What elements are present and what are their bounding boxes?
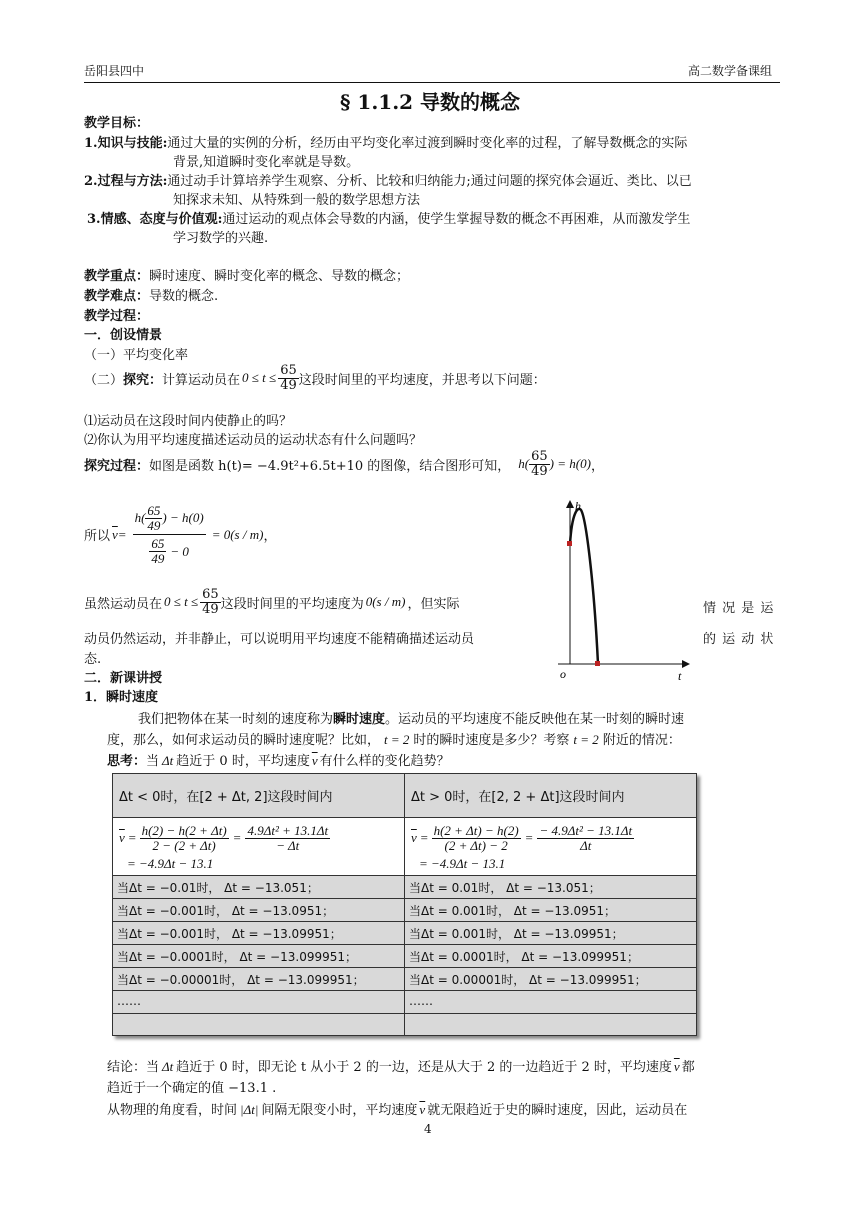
think-a: 当 — [146, 754, 160, 769]
key-text: 瞬时速度、瞬时变化率的概念、导数的概念； — [149, 269, 410, 284]
goal-2-cont: 知探求未知、从特殊到一般的数学思想方法 — [173, 193, 421, 208]
table-head-right: Δt > 0时，在[2, 2 + Δt]这段时间内 — [411, 790, 625, 805]
table-row: 当Δt = 0.001时， Δt = −13.0951； — [409, 904, 617, 918]
para-g: 态. — [84, 652, 102, 667]
section1-sub1: （一）平均变化率 — [84, 348, 189, 363]
v-den-frac — [149, 537, 166, 565]
goal-2-text: 通过动手计算培养学生观察、分析、比较和归纳能力;通过问题的探究体会逼近、类比、以已 — [167, 174, 692, 189]
right-formula: $\overline{v}$ = $\frac{h(2 + \Delta t) - h(2)}{(2 + \Delta t) - 2}$ = $\frac{\text{− 4.9Δt² − 13.1Δt}}{\Delta t}$ — [411, 823, 633, 853]
v-eq: = — [117, 526, 127, 542]
header-rule — [84, 82, 780, 83]
vbar-numerator — [133, 504, 206, 534]
table-row: 当Δt = 0.00001时， Δt = −13.099951； — [409, 973, 647, 987]
right-frac1 — [432, 824, 521, 852]
goal-2-label: 2.过程与方法: — [84, 174, 168, 189]
goal-3-label: 3.情感、态度与价值观: — [87, 212, 223, 227]
v-den-tail: − 0 — [170, 543, 189, 559]
para-frac — [200, 588, 221, 616]
para-b: 这段时间里的平均速度为 — [220, 596, 364, 612]
instant-para-1 — [138, 708, 684, 727]
left-num1: h(2) − h(2 + Δt) — [141, 823, 227, 838]
v-bar: $\overline{v}$ — [112, 526, 118, 542]
think-line — [107, 750, 450, 769]
row-line — [113, 921, 696, 922]
p1-e: 时的瞬时速度是多少？考察 — [413, 733, 570, 748]
avg-speed-para — [84, 588, 459, 616]
c3-b: 间隔无限变小时，平均速度 — [261, 1103, 418, 1118]
h-fraction — [529, 450, 550, 478]
c3-a: 从物理的角度看，时间 — [107, 1103, 238, 1118]
p1-f: t = 2 — [573, 732, 599, 747]
table-row: 当Δt = 0.001时， Δt = −13.09951； — [409, 927, 624, 941]
frac-den: 49 — [280, 377, 297, 393]
para-frac-den: 49 — [202, 601, 219, 617]
page-title: § 1.1.2 导数的概念 — [340, 90, 521, 114]
goal-2 — [84, 170, 692, 189]
height-curve — [570, 509, 598, 664]
diff-text: 导数的概念. — [149, 289, 219, 304]
sub2-prefix: （二） — [84, 372, 124, 388]
explore-line — [84, 364, 546, 392]
height-graph — [548, 492, 698, 682]
left-den2: − Δt — [245, 838, 330, 853]
left-vbar: $\overline{v}$ — [119, 830, 125, 846]
p1-b: 。运动员的平均速度不能反映他在某一时刻的瞬时速 — [385, 712, 685, 727]
table-row: …… — [409, 994, 433, 1008]
para-a: 虽然运动员在 — [84, 596, 163, 612]
left-den1: 2 − (2 + Δt) — [140, 838, 229, 853]
instant-para-2 — [107, 729, 681, 748]
table-row: 当Δt = −0.01时， Δt = −13.051； — [117, 881, 319, 895]
c3-vbar: $\overline{v}$ — [419, 1102, 426, 1117]
para-c: ，但实际 — [407, 596, 460, 612]
para-ineq: 0 ≤ t ≤ — [164, 594, 199, 610]
v-num-a: h( — [134, 510, 146, 526]
conclusion-line-1 — [107, 1056, 695, 1075]
p1-bold: 瞬时速度 — [333, 712, 386, 727]
think-dt: Δt — [162, 753, 174, 768]
v-den-frac-den: 49 — [151, 550, 165, 566]
end-point — [595, 661, 600, 666]
right-num1: h(2 + Δt) − h(2) — [433, 823, 519, 838]
h-frac-den: 49 — [531, 463, 548, 479]
v-num-frac-num: 65 — [147, 503, 161, 518]
start-point — [567, 541, 572, 546]
p1-g: 附近的情况： — [602, 733, 681, 748]
question-1: ⑴运动员在这段时间内使静止的吗？ — [84, 414, 293, 429]
p1-c: 度，那么，如何求运动员的瞬时速度呢？比如， — [107, 733, 381, 748]
question-2: ⑵你认为用平均速度描述运动员的运动状态有什么问题吗？ — [84, 433, 423, 448]
row-line — [113, 875, 696, 876]
section1-heading: 一．创设情景 — [84, 328, 163, 343]
right-simplified: = −4.9Δt − 13.1 — [419, 856, 506, 871]
c3-abs: |Δt| — [240, 1102, 259, 1117]
para-frac-num: 65 — [202, 587, 219, 602]
vbar-denominator — [133, 534, 206, 565]
page-number: 4 — [424, 1122, 432, 1136]
table-row: 当Δt = −0.001时， Δt = −13.0951； — [117, 904, 335, 918]
table-row: 当Δt = −0.0001时， Δt = −13.099951； — [117, 950, 358, 964]
process-label: 教学过程： — [84, 309, 150, 324]
left-num2: 4.9Δt² + 13.1Δt — [247, 823, 329, 838]
h-eq-tail: ) = h(0) — [549, 456, 591, 472]
row-line — [113, 817, 696, 818]
proc-text: 如图是函数 h(t)= −4.9t²+6.5t+10 的图像，结合图形可知， — [149, 458, 511, 474]
table-row: 当Δt = −0.001时， Δt = −13.09951； — [117, 927, 342, 941]
table-head-left: Δt < 0时，在[2 + Δt, 2]这段时间内 — [119, 790, 333, 805]
vbar-formula: 所以 $\overline{v}$ = h( $\frac{65}{49}$ ) − h(0) $\frac{65}{49}$ − 0 = 0(s / m) ， — [84, 503, 277, 566]
diff-label: 教学难点： — [84, 289, 150, 304]
section2-heading: 二．新课讲授 — [84, 671, 163, 686]
think-label: 思考： — [107, 754, 147, 769]
right-num2: − 4.9Δt² − 13.1Δt — [539, 823, 633, 838]
v-result: = 0(s / m) — [211, 526, 264, 542]
v-num-b: ) − h(0) — [162, 510, 204, 526]
table-row: 当Δt = −0.00001时， Δt = −13.099951； — [117, 973, 365, 987]
sub2-text-a: 计算运动员在 — [162, 372, 241, 388]
left-frac1 — [140, 824, 229, 852]
para-zero: 0(s / m) — [365, 594, 406, 610]
right-vbar: $\overline{v}$ — [411, 830, 417, 846]
left-simplified: = −4.9Δt − 13.1 — [127, 856, 214, 871]
left-formula: $\overline{v}$ = $\frac{h(2) - h(2 + \Delta t)}{2 - (2 + \Delta t)}$ = $\frac{\text{4.9Δt² + 13.1Δt}}{- \Delta t}$ — [119, 823, 329, 853]
para-f: 的 运 动 状 — [703, 632, 775, 647]
row-line — [113, 967, 696, 968]
c1-c: 都 — [681, 1060, 695, 1075]
v-num-frac — [145, 504, 162, 532]
c1-dt: Δt — [162, 1059, 174, 1074]
para-e: 动员仍然运动，并非静止，可以说明用平均速度不能精确描述运动员 — [84, 632, 475, 647]
right-den1: (2 + Δt) − 2 — [432, 838, 521, 853]
process-line: 探究过程： 如图是函数 h(t)= −4.9t²+6.5t+10 的图像，结合图形可知， h( $\frac{65}{49}$ ) = h(0) ， — [84, 449, 604, 479]
para-d: 情 况 是 运 — [703, 601, 775, 616]
p1-a: 我们把物体在某一时刻的速度称为 — [138, 712, 334, 727]
right-frac2 — [537, 824, 634, 852]
c3-c: 就无限趋近于史的瞬时速度，因此，运动员在 — [427, 1103, 688, 1118]
so-label: 所以 — [84, 529, 111, 545]
goal-1-text: 通过大量的实例的分析，经历由平均变化率过渡到瞬时变化率的过程，了解导数概念的实际 — [167, 136, 688, 151]
key-label: 教学重点： — [84, 269, 150, 284]
goal-1 — [84, 132, 687, 151]
frac-num: 65 — [280, 363, 297, 378]
header-school: 岳阳县四中 — [84, 64, 145, 78]
v-den-frac-num: 65 — [151, 536, 165, 552]
row-line — [113, 1013, 696, 1014]
section2-sub1: 1．瞬时速度 — [84, 690, 159, 705]
c1-b: 趋近于 0 时，即无论 t 从小于 2 的一边，还是从大于 2 的一边趋近于 2 时，平均速度 — [176, 1060, 672, 1075]
sub2-label: 探究： — [123, 372, 163, 388]
table-row: …… — [117, 994, 141, 1008]
think-vbar: $\overline{v}$ — [311, 753, 318, 768]
table-row: 当Δt = 0.0001时， Δt = −13.099951； — [409, 950, 639, 964]
think-b: 趋近于 0 时，平均速度 — [176, 754, 310, 769]
ineq-left: 0 ≤ t ≤ — [242, 370, 277, 386]
difficulty — [84, 285, 218, 304]
goal-1-cont: 背景,知道瞬时变化率就是导数。 — [173, 155, 360, 170]
c1-a: 结论：当 — [107, 1060, 160, 1075]
row-line — [113, 898, 696, 899]
row-line — [113, 990, 696, 991]
h-open: h( — [518, 456, 530, 472]
goals-heading: 教学目标： — [84, 116, 150, 131]
conclusion-line-3 — [107, 1099, 687, 1118]
p1-d: t = 2 — [384, 732, 410, 747]
goal-1-label: 1.知识与技能: — [84, 136, 168, 151]
conclusion-line-2: 趋近于一个确定的值 −13.1 . — [107, 1081, 277, 1096]
table-col-divider — [404, 774, 405, 1035]
y-axis-label: h — [575, 499, 581, 513]
fraction-65-49 — [278, 364, 299, 392]
speed-table — [112, 773, 697, 1036]
left-frac2 — [245, 824, 330, 852]
goal-3 — [87, 208, 690, 227]
right-den2: Δt — [537, 838, 634, 853]
header-group: 高二数学备课组 — [688, 64, 773, 78]
x-axis-label: t — [678, 669, 682, 682]
proc-label: 探究过程： — [84, 458, 150, 474]
c1-vbar: $\overline{v}$ — [673, 1059, 680, 1074]
sub2-text-b: 这段时间里的平均速度，并思考以下问题： — [298, 372, 546, 388]
table-row: 当Δt = 0.01时， Δt = −13.051； — [409, 881, 601, 895]
row-line — [113, 944, 696, 945]
key-points — [84, 265, 409, 284]
goal-3-text: 通过运动的观点体会导数的内涵，使学生掌握导数的概念不再困难，从而激发学生 — [222, 212, 691, 227]
vbar-fraction — [133, 504, 206, 566]
goal-3-cont: 学习数学的兴趣. — [173, 231, 269, 246]
origin-label: o — [560, 667, 566, 681]
think-c: 有什么样的变化趋势？ — [319, 754, 450, 769]
v-num-frac-den: 49 — [147, 517, 161, 533]
h-frac-num: 65 — [531, 449, 548, 464]
